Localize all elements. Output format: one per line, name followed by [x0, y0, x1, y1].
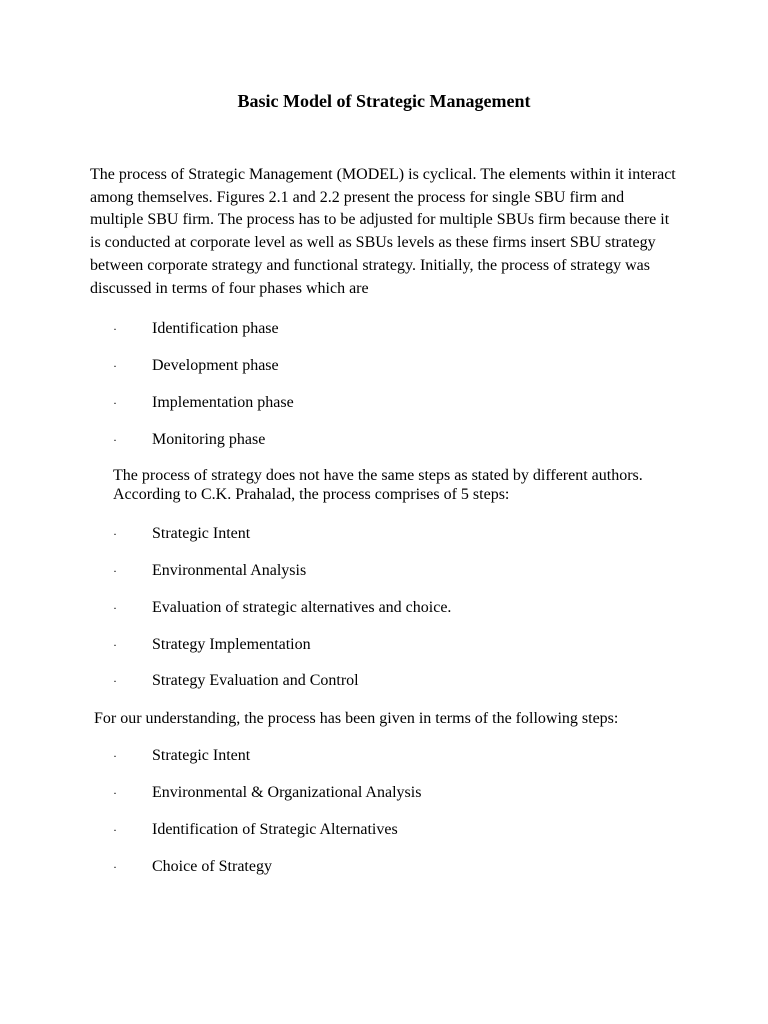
- bullet-icon: ·: [113, 359, 117, 373]
- bullet-icon: ·: [113, 396, 117, 410]
- list-item-prahalad-step: [0, 634, 768, 656]
- bullet-icon: ·: [113, 638, 117, 652]
- list-item-our-step: [0, 745, 768, 767]
- list-item-our-step: [0, 856, 768, 878]
- list-item-label: Identification of Strategic Alternatives: [152, 821, 398, 838]
- list-item-label: Identification phase: [152, 320, 279, 337]
- page-title: Basic Model of Strategic Management: [237, 91, 531, 111]
- intro-paragraph: The process of Strategic Management (MODEL) is cyclical. The elements within it interact among themselves. Figures 2.1 and 2.2 present the process for single SBU firm and multiple SBU firm. The process has to be adjusted for multiple SBUs firm because there it is conducted at corporate level as well as SBUs levels as these firms insert SBU strategy between corporate strategy and functional strategy. Initially, the process of strategy was discussed in terms of four phases which are: [90, 166, 676, 297]
- list-item-label: Evaluation of strategic alternatives and choice.: [152, 599, 452, 616]
- list-item-label: Environmental & Organizational Analysis: [152, 784, 422, 801]
- list-item-prahalad-step: [0, 670, 768, 692]
- list-item-label: Monitoring phase: [152, 431, 266, 448]
- list-item-label: Strategic Intent: [152, 747, 251, 764]
- list-item-phase: [0, 355, 768, 377]
- list-item-phase: [0, 318, 768, 340]
- prahalad-paragraph: The process of strategy does not have the same steps as stated by different authors. According to C.K. Prahalad, the process comprises of 5 steps:: [113, 467, 643, 503]
- bullet-icon: ·: [113, 601, 117, 615]
- bullet-icon: ·: [113, 564, 117, 578]
- list-item-phase: [0, 392, 768, 414]
- list-item-label: Strategy Evaluation and Control: [152, 672, 359, 689]
- list-item-label: Implementation phase: [152, 394, 294, 411]
- bullet-icon: ·: [113, 749, 117, 763]
- list-item-prahalad-step: [0, 597, 768, 619]
- understanding-paragraph: For our understanding, the process has been given in terms of the following steps:: [94, 710, 619, 727]
- list-item-prahalad-step: [0, 560, 768, 582]
- list-item-label: Strategic Intent: [152, 525, 251, 542]
- bullet-icon: ·: [113, 527, 117, 541]
- list-item-label: Strategy Implementation: [152, 636, 311, 653]
- bullet-icon: ·: [113, 322, 117, 336]
- bullet-icon: ·: [113, 823, 117, 837]
- list-item-prahalad-step: [0, 523, 768, 545]
- bullet-icon: ·: [113, 786, 117, 800]
- list-item-our-step: [0, 819, 768, 841]
- bullet-icon: ·: [113, 433, 117, 447]
- bullet-icon: ·: [113, 674, 117, 688]
- list-item-label: Choice of Strategy: [152, 858, 272, 875]
- bullet-icon: ·: [113, 860, 117, 874]
- list-item-label: Development phase: [152, 357, 279, 374]
- list-item-label: Environmental Analysis: [152, 562, 307, 579]
- list-item-our-step: [0, 782, 768, 804]
- list-item-phase: [0, 429, 768, 451]
